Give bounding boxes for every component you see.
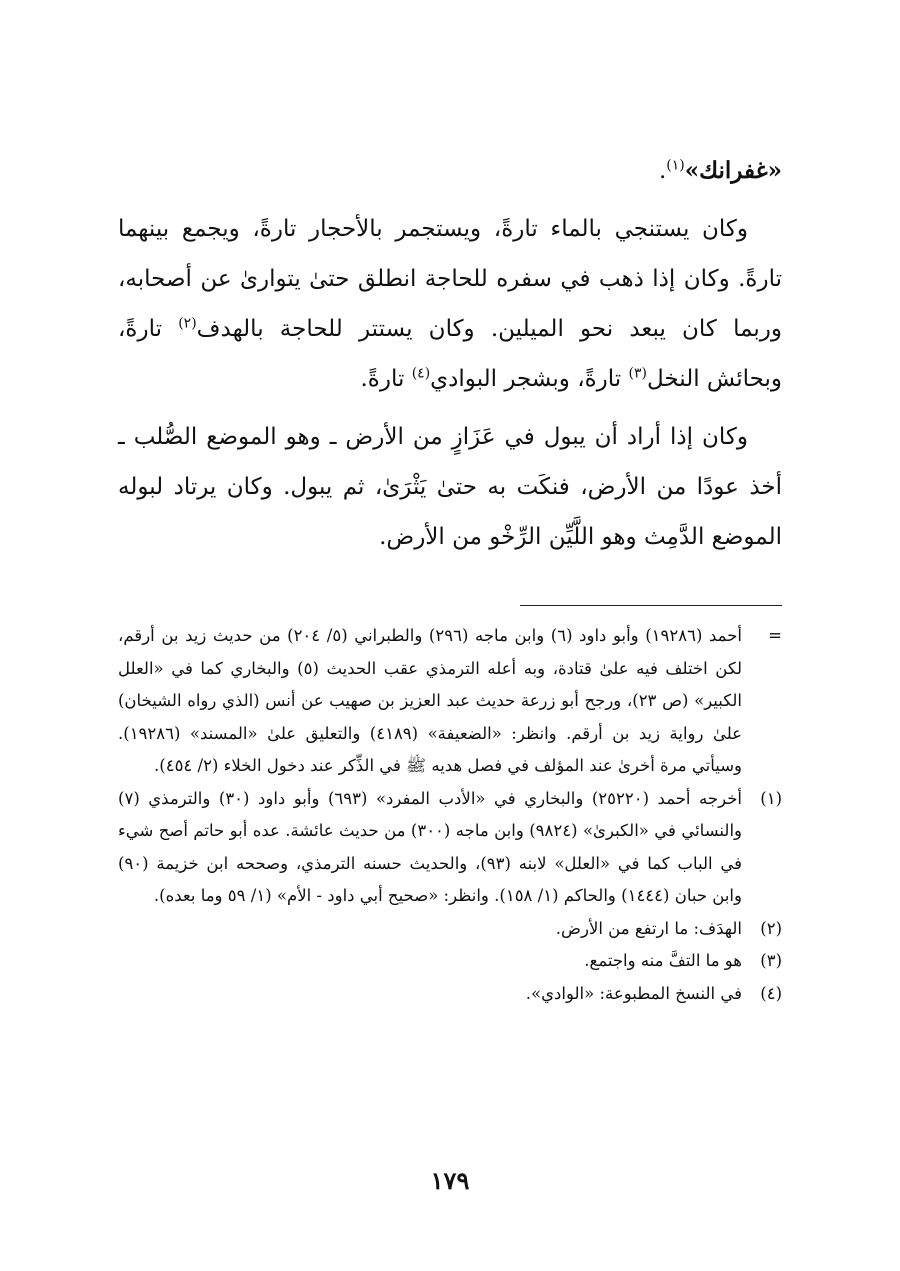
footnote-mark: = bbox=[768, 626, 782, 645]
footnote-mark: (١) bbox=[760, 788, 782, 808]
footnote-3 bbox=[118, 945, 782, 978]
footnote-text: في النسخ المطبوعة: «الوادي». bbox=[525, 983, 742, 1003]
footnote-text: أحمد (١٩٢٨٦) وأبو داود (٦) وابن ماجه (٢٩٦) والطبراني (٥/ ٢٠٤) من حديث زيد بن أرقم، لكن اختلف فيه علىٰ قتادة، وبه أعله الترمذي عقب الحديث (٥) والبخاري كما في «العلل الكبير» (ص ٢٣)، ورجح أبو زرعة حديث عبد العزيز بن صهيب عن أنس (الذي رواه الشيخان) علىٰ رواية زيد بن أرقم. وانظر: «الضعيفة» (٤١٨٩) والتعليق علىٰ «المسند» (١٩٢٨٦). وسيأتي مرة أخرىٰ عند المؤلف في فصل هديه ﷺ في الذِّكر عند دخول الخلاء (٢/ ٤٥٤). bbox=[118, 626, 742, 775]
paragraph-2-part-2: تارةً، وبحائش النخل bbox=[118, 316, 782, 392]
paragraph-2-part-1: وكان يستنجي بالماء تارةً، ويستجمر بالأحجار تارةً، ويجمع بينهما تارةً. وكان إذا ذهب في سفره للحاجة انطلق حتىٰ يتوارىٰ عن أصحابه، وربما كان يبعد نحو الميلين. وكان يستتر للحاجة بالهدف bbox=[118, 216, 782, 342]
footnote-2 bbox=[118, 913, 782, 946]
footnote-text: الهدَف: ما ارتفع من الأرض. bbox=[555, 918, 742, 938]
main-text bbox=[118, 146, 782, 570]
footnote-ref-3: (٣) bbox=[628, 365, 647, 382]
footnote-continued bbox=[118, 620, 782, 783]
footnote-ref-4: (٤) bbox=[411, 365, 431, 382]
opening-period: . bbox=[658, 158, 667, 184]
paragraph-1 bbox=[118, 146, 782, 196]
footnote-mark: (٢) bbox=[760, 918, 782, 938]
paragraph-2 bbox=[118, 204, 782, 404]
footnote-mark: (٣) bbox=[760, 951, 782, 970]
opening-phrase: «غفرانك» bbox=[684, 157, 782, 184]
footnote-mark: (٤) bbox=[760, 983, 782, 1003]
footnote-ref-2: (٢) bbox=[178, 315, 197, 332]
footnote-1 bbox=[118, 783, 782, 913]
footnote-separator bbox=[520, 605, 782, 606]
footnote-ref-1: (١) bbox=[666, 157, 685, 174]
footnote-4 bbox=[118, 978, 782, 1011]
page-number: ١٧٩ bbox=[430, 1166, 470, 1195]
paragraph-2-part-3: تارةً، وبشجر البوادي bbox=[430, 366, 629, 392]
paragraph-3: وكان إذا أراد أن يبول في عَزَازٍ من الأرض ـ وهو الموضع الصُّلب ـ أخذ عودًا من الأرض، فنكَت به حتىٰ يَثْرَىٰ، ثم يبول. وكان يرتاد لبوله الموضع الدَّمِث وهو اللَّيِّن الرِّخْو من الأرض. bbox=[118, 424, 782, 550]
footnote-text: أخرجه أحمد (٢٥٢٢٠) والبخاري في «الأدب المفرد» (٦٩٣) وأبو داود (٣٠) والترمذي (٧) والنسائي في «الكبرىٰ» (٩٨٢٤) وابن ماجه (٣٠٠) من حديث عائشة. عده أبو حاتم أصح شيء في الباب كما في «العلل» لابنه (٩٣)، والحديث حسنه الترمذي، وصححه ابن خزيمة (٩٠) وابن حبان (١٤٤٤) والحاكم (١/ ١٥٨). وانظر: «صحيح أبي داود - الأم» (١/ ٥٩ وما بعده). bbox=[118, 788, 742, 905]
footnotes-section bbox=[118, 620, 782, 1010]
paragraph-2-part-4: تارةً. bbox=[360, 366, 412, 392]
footnote-text: هو ما التفَّ منه واجتمع. bbox=[584, 951, 742, 970]
